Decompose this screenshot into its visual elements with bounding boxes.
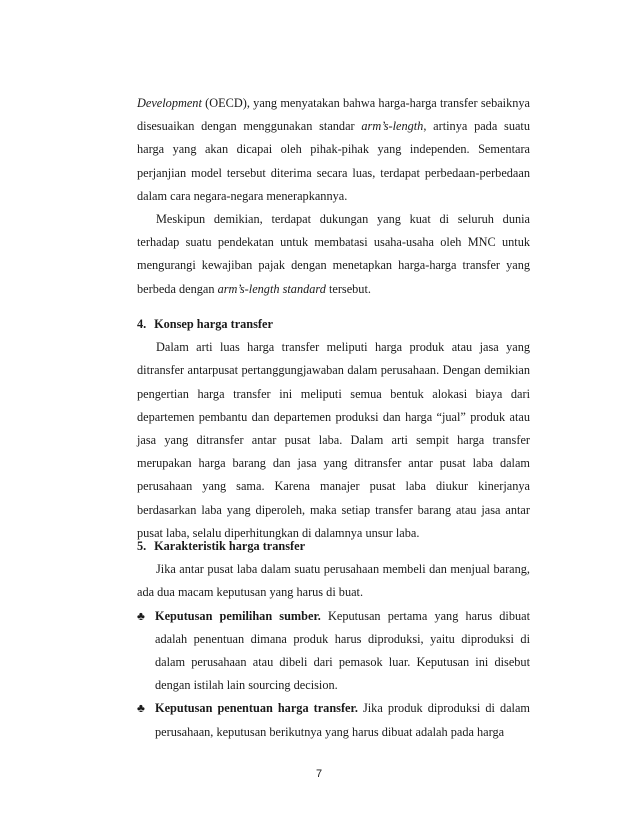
section-4-number: 4. [137,317,147,331]
decision-item-sourcing [137,605,530,698]
section-5 [137,535,530,744]
section-5-number: 5. [137,539,147,553]
text-run: (OECD), yang menyatakan bahwa harga-harga transfer sebaiknya disesuaikan dengan menggunakan standar [137,96,530,134]
italic-term: arm’s-length [361,119,424,134]
decision-item-sourcing-text: Keputusan pertama yang harus dibuat adalah penentuan dimana produk harus diproduksi, yaitu diproduksi di dalam perusahaan atau dibeli dari pemasok luar. Keputusan ini disebut dengan istilah lain sourcing decision. [155,608,530,693]
text-run: , artinya pada suatu harga yang akan dicapai oleh pihak-pihak yang independen. Sementara perjanjian model tersebut diterima secara luas, terdapat perbedaan-perbedaan dalam cara negara-negara menerapkannya. [137,119,530,203]
decision-item-pricing-title: Keputusan penentuan harga transfer. [155,701,358,716]
club-bullet-icon: ♣ [137,608,145,623]
text-run: tersebut. [325,281,371,296]
italic-term: Development [137,96,202,110]
section-5-heading [137,535,530,558]
decision-item-pricing-text: Jika produk diproduksi di dalam perusahaan, keputusan berikutnya yang harus dibuat adalah pada harga [155,701,530,739]
text-run: Meskipun demikian, terdapat dukungan yang kuat di seluruh dunia terhadap suatu pendekatan untuk membatasi usaha-usaha oleh MNC untuk mengurangi kewajiban pajak dengan menetapkan harga-harga transfer yang berbeda dengan [137,212,530,296]
section-5-paragraph: Jika antar pusat laba dalam suatu perusahaan membeli dan menjual barang, ada dua macam keputusan yang harus di buat. [137,562,530,600]
italic-term: arm’s-length standard [217,281,326,296]
section-4-title: Konsep harga transfer [154,317,273,331]
decision-list [137,605,530,744]
decision-item-pricing [137,697,530,743]
intro-block [137,92,530,301]
intro-paragraph-1 [137,92,530,208]
section-5-title: Karakteristik harga transfer [154,539,306,553]
section-4-paragraph: Dalam arti luas harga transfer meliputi harga produk atau jasa yang ditransfer antarpusat pertanggungjawaban dalam perusahaan. Dengan demikian pengertian harga transfer ini meliputi semua bentuk alokasi biaya dari departemen pembantu dan departemen produksi dan harga “jual” produk atau jasa yang ditransfer antar pusat laba. Dalam arti sempit harga transfer merupakan harga barang dan jasa yang ditransfer antar pusat laba dalam perusahaan yang sama. Karena manajer pusat laba diukur kinerjanya berdasarkan laba yang diperoleh, maka setiap transfer barang atau jasa antar pusat laba, selalu diperhitungkan di dalamnya unsur laba. [137,340,530,540]
intro-paragraph-2 [137,208,530,301]
section-4 [137,313,530,545]
page-number: 7 [315,768,323,780]
decision-item-sourcing-title: Keputusan pemilihan sumber. [155,608,321,623]
club-bullet-icon: ♣ [137,701,145,716]
section-4-heading [137,313,530,336]
